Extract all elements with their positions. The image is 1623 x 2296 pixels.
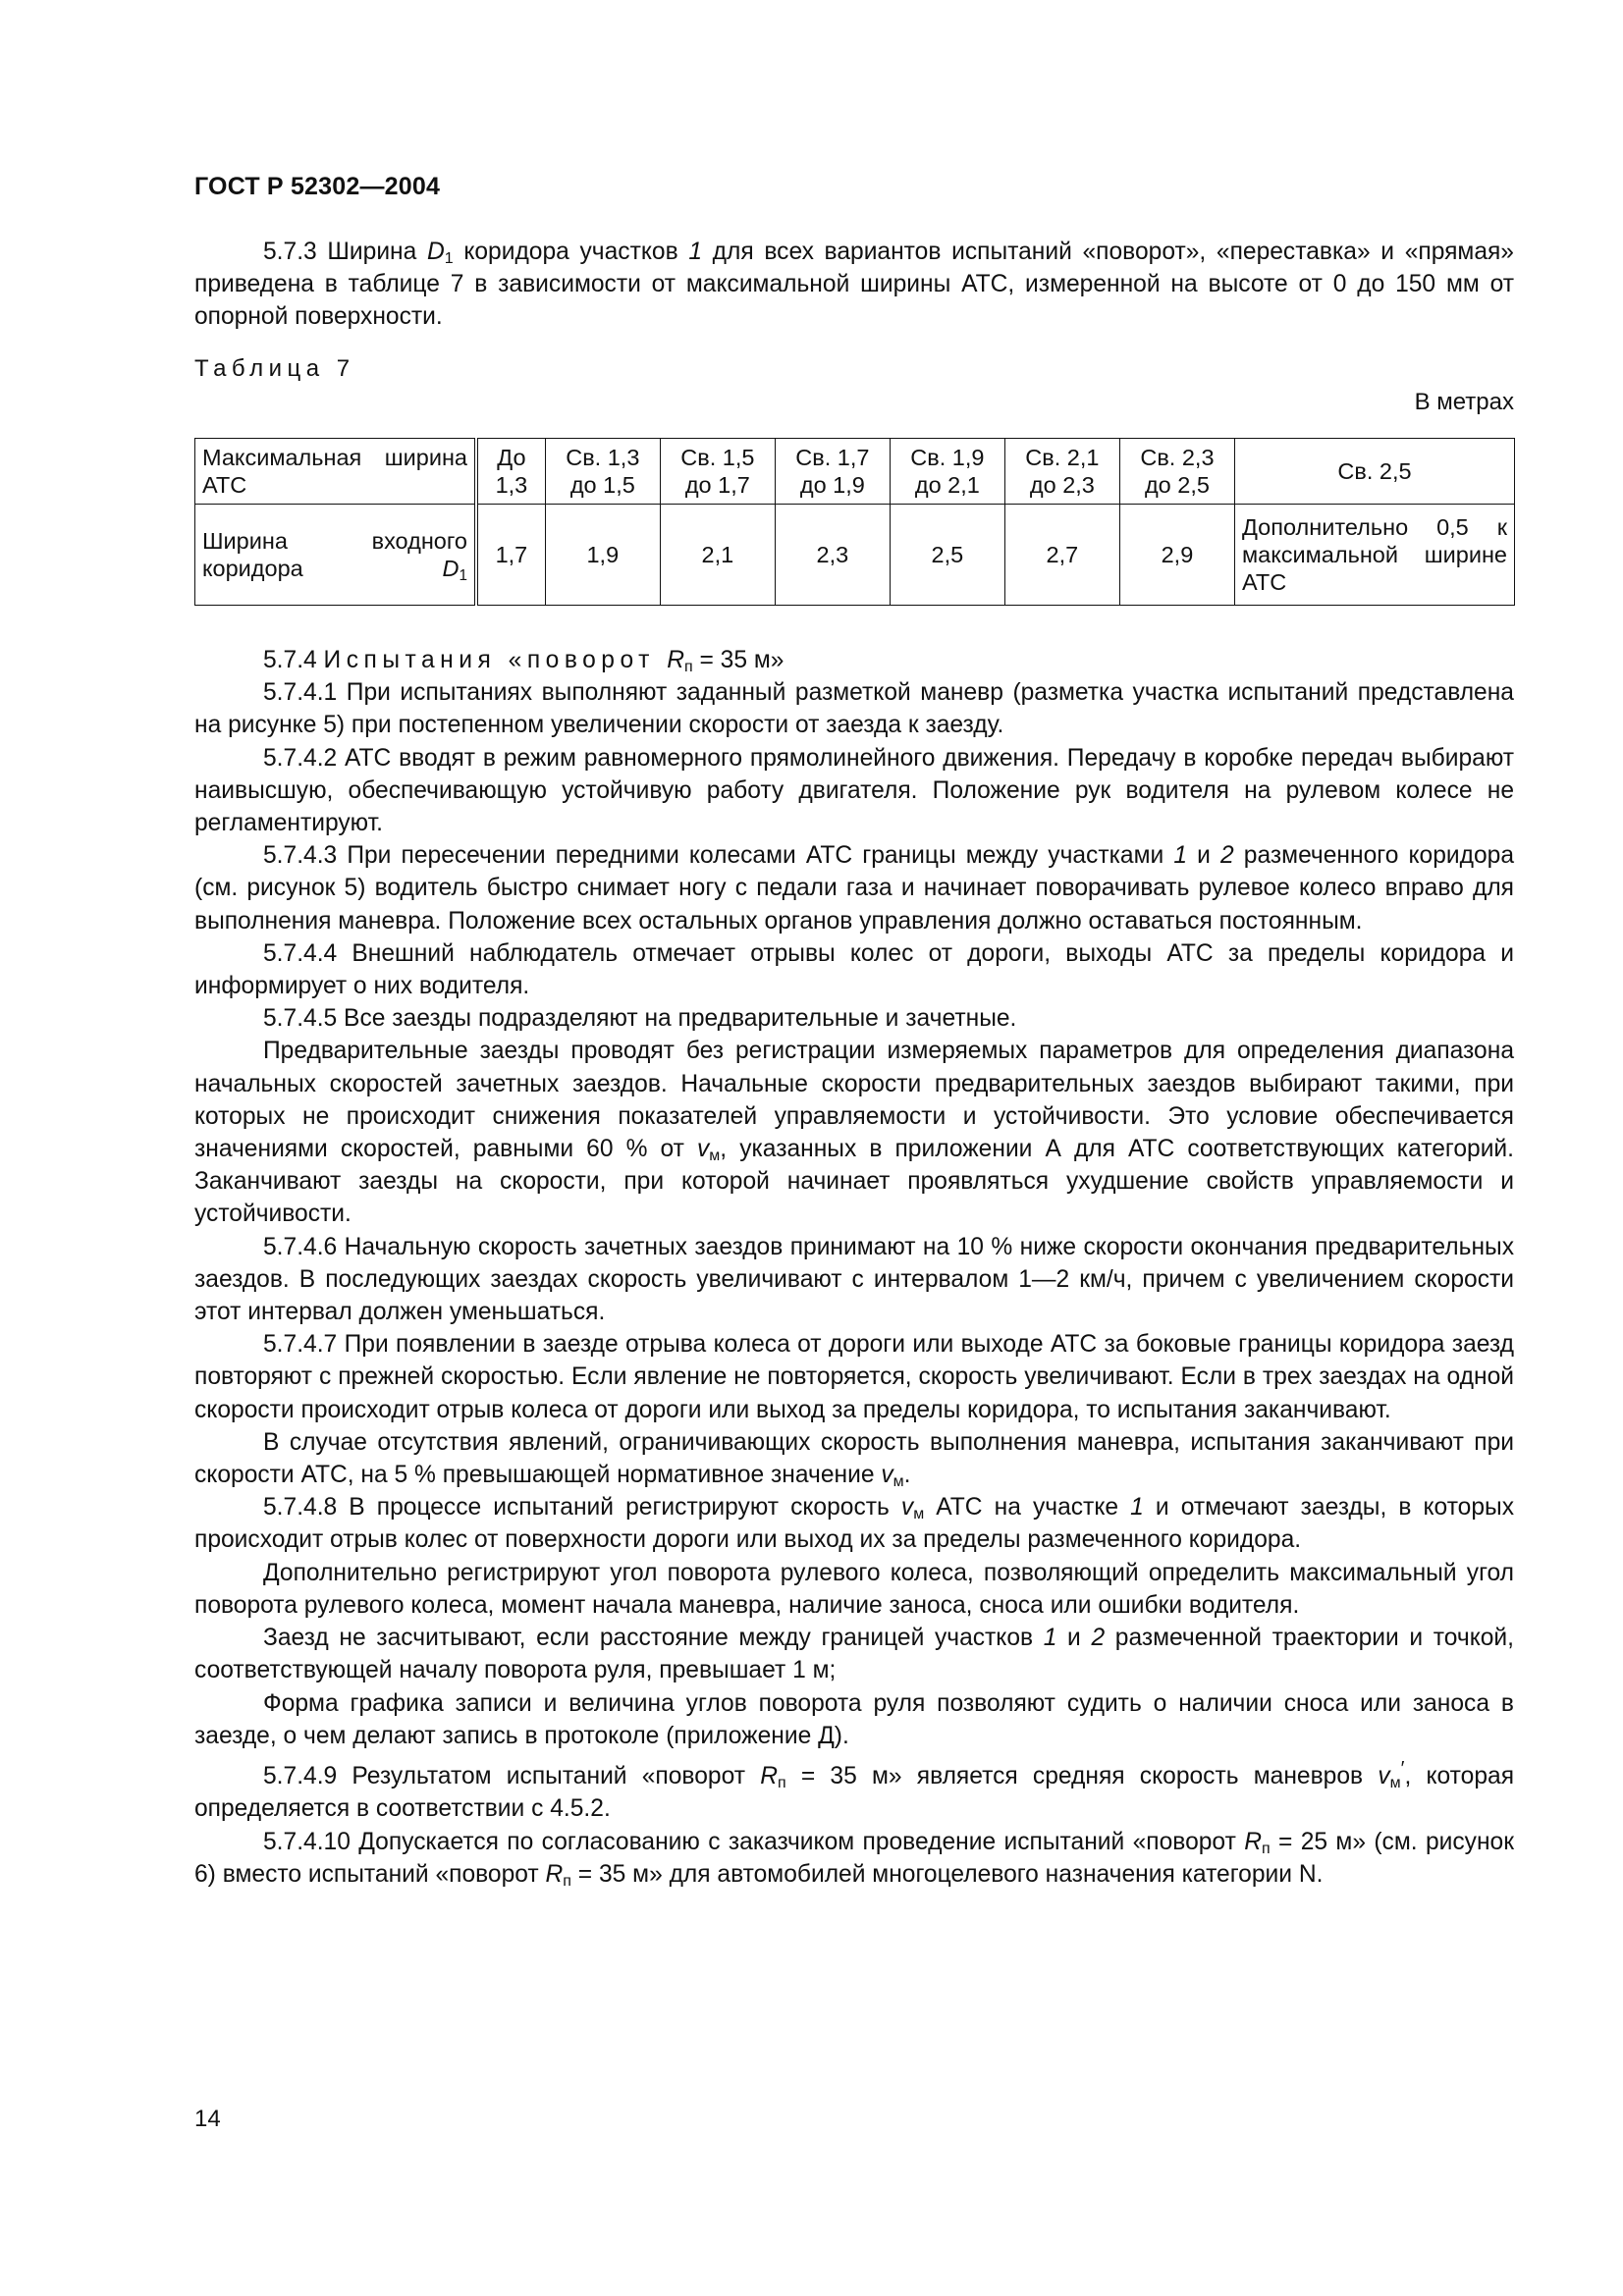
paragraph-5-7-4-6: 5.7.4.6 Начальную скорость зачетных заездов принимают на 10 % ниже скорости окончания предварительных заездов. В последующих заездах скорость увеличивают с интервалом 1—2 км/ч, причем с увеличением скорости этот интервал должен уменьшаться. xyxy=(194,1233,1514,1326)
table-cell: Св. 2,1 до 2,3 xyxy=(1004,439,1119,505)
table-7 xyxy=(194,438,1515,606)
table-cell: 2,1 xyxy=(660,505,775,606)
paragraph-5-7-4-7: 5.7.4.7 При появлении в заезде отрыва колеса от дороги или выходе АТС за боковые границы коридора заезд повторяют с прежней скоростью. Если явление не повторяется, скорость увеличивают. Если в трех заездах на одной скорости происходит отрыв колеса от дороги или выход за пределы коридора, то испытания заканчивают. xyxy=(194,1331,1514,1423)
paragraph-5-7-4-10: 5.7.4.10 Допускается по согласованию с заказчиком проведение испытаний «поворот $R_п = 25$ м» (см. рисунок 6) вместо испытаний «поворот $R_п = 35$ м» для автомобилей многоцелевого назначения категории N. xyxy=(194,1828,1514,1890)
paragraph-5-7-4-3: 5.7.4.3 При пересечении передними колесами АТС границы между участками 1 и 2 размеченного коридора (см. рисунок 5) водитель быстро снимает ногу с педали газа и начинает поворачивать рулевое колесо вправо для выполнения маневра. Положение всех остальных органов управления должно оставаться постоянным. xyxy=(194,842,1515,934)
table-row-max-width xyxy=(195,439,1515,505)
row-header-max-width: Максимальная ширина АТС xyxy=(195,439,477,505)
table-cell: 1,9 xyxy=(545,505,660,606)
table-cell: Св. 2,5 xyxy=(1235,439,1515,505)
table-cell: Св. 1,5 до 1,7 xyxy=(660,439,775,505)
paragraph-preliminary-runs: Предварительные заезды проводят без регистрации измеряемых параметров для определения диапазона начальных скоростей зачетных заездов. Начальные скорости предварительных заездов выбирают такими, при которых не происходит снижения показателей управляемости и устойчивости. Это условие обеспечивается значениями скоростей, равными 60 % от $v_м$, указанных в приложении А для АТС соответствующих категорий. Заканчивают заезды на скорости, при которой начинает проявляться ухудшение свойств управляемости и устойчивости. xyxy=(194,1038,1515,1228)
table-row-corridor-width xyxy=(195,505,1515,606)
paragraph-graph-form: Форма графика записи и величина углов поворота руля позволяют судить о наличии сноса или заноса в заезде, о чем делают запись в протоколе (приложение Д). xyxy=(194,1689,1514,1749)
table-caption: Таблица 7 xyxy=(194,355,355,382)
table-cell: 2,3 xyxy=(775,505,890,606)
paragraph-5-7-3: 5.7.3 Ширина $D_1$ коридора участков 1 для всех вариантов испытаний «поворот», «переставка» и «прямая» приведена в таблице 7 в зависимости от максимальной ширины АТС, измеренной на высоте от 0 до 150 мм от опорной поверхности. xyxy=(194,239,1514,331)
section-5-7-4 xyxy=(194,644,1514,1891)
table-cell: 2,9 xyxy=(1119,505,1234,606)
paragraph-5-7-4-4: 5.7.4.4 Внешний наблюдатель отмечает отрывы колес от дороги, выходы АТС за пределы коридора и информирует о них водителя. xyxy=(194,939,1514,1000)
table-cell: 2,7 xyxy=(1004,505,1119,606)
table-cell: Св. 1,7 до 1,9 xyxy=(775,439,890,505)
paragraph-5-7-4-2: 5.7.4.2 АТС вводят в режим равномерного прямолинейного движения. Передачу в коробке передач выбирают наивысшую, обеспечивающую устойчивую работу двигателя. Положение рук водителя на рулевом колесе не регламентируют. xyxy=(194,744,1514,837)
paragraph-speed-limit: В случае отсутствия явлений, ограничивающих скорость выполнения маневра, испытания заканчивают при скорости АТС, на 5 % превышающей нормативное значение $v_м$. xyxy=(194,1428,1514,1491)
section-title: 5.7.4 Испытания «поворот $R_п = 35$ м» xyxy=(263,647,784,675)
paragraph-steering-angle: Дополнительно регистрируют угол поворота рулевого колеса, позволяющий определить максимальный угол поворота рулевого колеса, момент начала маневра, наличие заноса, сноса или ошибки водителя. xyxy=(194,1559,1514,1619)
paragraph-5-7-4-1: 5.7.4.1 При испытаниях выполняют заданный разметкой маневр (разметка участка испытаний представлена на рисунке 5) при постепенном увеличении скорости от заезда к заезду. xyxy=(194,679,1514,739)
row-header-corridor-width: Ширина входного коридора $D_1$ xyxy=(195,505,477,606)
clause-5-7-3 xyxy=(194,236,1514,334)
paragraph-5-7-4-5: 5.7.4.5 Все заезды подразделяют на предварительные и зачетные. xyxy=(263,1005,1017,1033)
table-cell: 2,5 xyxy=(890,505,1004,606)
table-cell: 1,7 xyxy=(476,505,545,606)
table-cell: До 1,3 xyxy=(476,439,545,505)
document-code: ГОСТ Р 52302—2004 xyxy=(194,173,441,200)
table-units: В метрах xyxy=(1414,389,1514,415)
table-cell: Св. 1,9 до 2,1 xyxy=(890,439,1004,505)
paragraph-5-7-4-8: 5.7.4.8 В процессе испытаний регистрируют скорость $v_м$ АТС на участке 1 и отмечают заезды, в которых происходит отрыв колес от поверхности дороги или выход их за пределы размеченного коридора. xyxy=(194,1494,1515,1554)
table-cell: Дополнительно 0,5 к максимальной ширине АТС xyxy=(1235,505,1515,606)
paragraph-run-not-counted: Заезд не засчитывают, если расстояние между границей участков 1 и 2 размеченной траектории и точкой, соответствующей началу поворота руля, превышает 1 м; xyxy=(194,1625,1514,1684)
paragraph-5-7-4-9: 5.7.4.9 Результатом испытаний «поворот $R_п = 35$ м» является средняя скорость маневров $v_м'$, которая определяется в соответствии с 4.5.2. xyxy=(194,1756,1515,1823)
table-cell: Св. 1,3 до 1,5 xyxy=(545,439,660,505)
page-number: 14 xyxy=(194,2106,221,2132)
table-cell: Св. 2,3 до 2,5 xyxy=(1119,439,1234,505)
